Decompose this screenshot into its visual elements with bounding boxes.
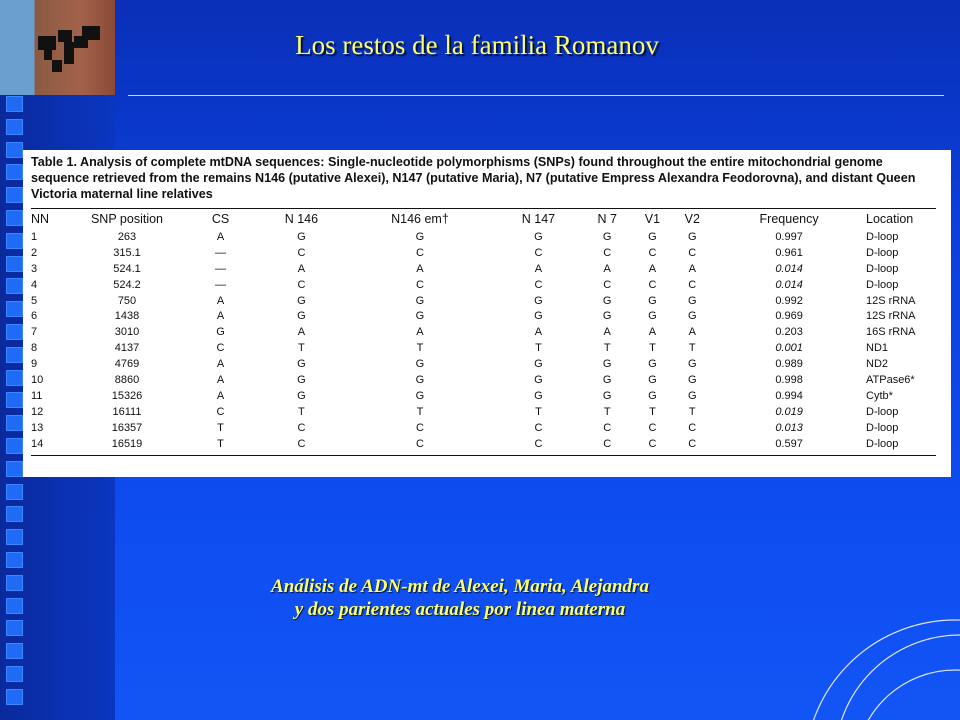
slide-subtitle <box>200 575 720 621</box>
table-cell: G <box>297 373 306 386</box>
table-cell: 16519 <box>111 437 143 450</box>
decorative-square <box>6 233 23 249</box>
table-cell: C <box>603 421 612 434</box>
table-cell: G <box>297 310 306 323</box>
column-header: NN <box>31 212 50 226</box>
table-cell: G <box>687 389 697 402</box>
table-cell: 16111 <box>112 405 142 418</box>
decorative-square <box>6 392 23 408</box>
table-cell: G <box>602 373 612 386</box>
table-cell: D-loop <box>866 437 899 450</box>
table-cell: G <box>297 294 306 307</box>
table-cell: A <box>216 294 225 307</box>
decorative-square <box>6 187 23 203</box>
decorative-square <box>6 438 23 454</box>
table-cell: C <box>297 246 306 259</box>
table-cell: C <box>297 278 306 291</box>
table-cell: 524.2 <box>113 278 141 291</box>
table-cell: A <box>216 373 225 386</box>
decorative-square <box>6 643 23 659</box>
table-cell: T <box>649 405 656 418</box>
table-cell: A <box>603 262 611 275</box>
table-cell: 6 <box>31 310 38 323</box>
table-cell: C <box>534 246 543 259</box>
table-cell: G <box>602 389 612 402</box>
table-cell: 315.1 <box>113 246 141 259</box>
subtitle-line-1: Análisis de ADN-mt de Alexei, Maria, Alejandra <box>271 576 649 597</box>
table-cell: 0.994 <box>775 389 803 402</box>
table-cell: 0.998 <box>775 373 803 386</box>
table-cell: 0.989 <box>775 358 803 371</box>
table-cell: G <box>216 326 225 339</box>
table-cell: C <box>415 421 424 434</box>
table-cell: G <box>648 310 657 323</box>
table-cell: G <box>648 373 657 386</box>
table-cell: C <box>297 421 306 434</box>
table-cell: C <box>648 421 657 434</box>
decorative-square <box>6 415 23 431</box>
table-cell: 524.1 <box>113 262 141 275</box>
table-cell: 750 <box>117 294 137 307</box>
decorative-square <box>6 552 23 568</box>
table-cell: C <box>216 342 225 355</box>
table-cell: A <box>216 389 225 402</box>
table-cell: 13 <box>31 421 44 434</box>
column-header: CS <box>211 212 230 226</box>
table-cell: G <box>534 373 543 386</box>
table-cell: — <box>215 246 226 259</box>
table-header-row <box>31 209 936 229</box>
table-cell: C <box>534 278 543 291</box>
decorative-square <box>6 278 23 294</box>
table-row <box>31 324 936 340</box>
slide-title: Los restos de la familia Romanov <box>295 30 659 60</box>
table-cell: 3 <box>31 262 38 275</box>
table-cell: 0.013 <box>775 421 803 434</box>
table-cell: G <box>534 389 543 402</box>
decorative-square <box>6 96 23 112</box>
table-cell: G <box>415 373 425 386</box>
table-cell: G <box>297 389 306 402</box>
decorative-square <box>6 484 23 500</box>
decorative-arcs-icon <box>780 610 960 720</box>
table-cell: C <box>415 278 424 291</box>
table-cell: C <box>603 278 612 291</box>
decorative-square <box>6 529 23 545</box>
table-cell: ATPase6* <box>866 373 915 386</box>
table-cell: A <box>648 262 657 275</box>
table-cell: T <box>416 405 424 418</box>
title-divider <box>128 95 944 96</box>
table-row <box>31 436 936 452</box>
table-cell: C <box>688 421 697 434</box>
table-row <box>31 245 936 261</box>
table-cell: C <box>415 246 424 259</box>
table-cell: ND2 <box>866 358 889 371</box>
table-cell: A <box>688 326 696 339</box>
table-cell: T <box>688 342 696 355</box>
table-row <box>31 340 936 356</box>
table-cell: T <box>298 405 305 418</box>
table-cell: D-loop <box>866 246 899 259</box>
table-cell: 1 <box>31 230 38 243</box>
table-cell: Cytb* <box>866 389 893 402</box>
table-cell: G <box>602 358 612 371</box>
table-cell: G <box>602 294 612 307</box>
table-cell: 14 <box>31 437 44 450</box>
subtitle-line-2: y dos parientes actuales por linea materna <box>294 599 626 620</box>
table-row <box>31 308 936 324</box>
table-cell: C <box>688 246 697 259</box>
table-cell: C <box>603 246 612 259</box>
table-row <box>31 420 936 436</box>
table-cell: 15326 <box>111 389 143 402</box>
table-cell: C <box>688 437 697 450</box>
table-cell: 9 <box>31 358 38 371</box>
table-cell: 0.203 <box>775 326 803 339</box>
table-cell: T <box>688 405 696 418</box>
table-cell: G <box>297 358 306 371</box>
table-cell: 12 <box>31 405 44 418</box>
table-cell: 263 <box>117 230 137 243</box>
table-cell: 2 <box>31 246 38 259</box>
decorative-square <box>6 324 23 340</box>
decorative-square <box>6 119 23 135</box>
table-cell: G <box>534 310 543 323</box>
table-cell: 16357 <box>111 421 143 434</box>
table-cell: 10 <box>31 373 44 386</box>
table-cell: G <box>687 373 697 386</box>
table-bottom-rule <box>31 455 936 456</box>
decorative-square <box>6 142 23 158</box>
table-row <box>31 404 936 420</box>
table-cell: 5 <box>31 294 38 307</box>
decorative-square <box>6 620 23 636</box>
decorative-square <box>6 347 23 363</box>
table-cell: — <box>215 278 226 291</box>
table-cell: T <box>535 342 542 355</box>
table-cell: 0.001 <box>775 342 803 355</box>
decorative-square <box>6 301 23 317</box>
table-cell: G <box>687 230 697 243</box>
table-cell: A <box>688 262 696 275</box>
table-cell: 7 <box>31 326 38 339</box>
table-cell: 1438 <box>114 310 140 323</box>
table-cell: D-loop <box>866 262 899 275</box>
table-cell: C <box>648 246 657 259</box>
table-cell: C <box>688 278 697 291</box>
table-cell: 0.997 <box>775 230 803 243</box>
table-row <box>31 229 936 245</box>
table-cell: G <box>687 310 697 323</box>
table-cell: G <box>602 230 612 243</box>
table-image <box>23 150 951 477</box>
table-cell: 11 <box>31 389 43 402</box>
table-cell: G <box>648 358 657 371</box>
table-row <box>31 293 936 309</box>
table-cell: A <box>216 310 225 323</box>
table-cell: G <box>648 230 657 243</box>
table-cell: 3010 <box>114 326 140 339</box>
table-row <box>31 388 936 404</box>
table-cell: T <box>298 342 305 355</box>
table-cell: 0.019 <box>775 405 803 418</box>
decorative-square <box>6 210 23 226</box>
table-cell: C <box>415 437 424 450</box>
column-header: N146 em† <box>391 212 449 226</box>
decorative-square <box>6 689 23 705</box>
decorative-square <box>6 666 23 682</box>
column-header: V1 <box>644 212 661 226</box>
table-cell: G <box>297 230 306 243</box>
table-cell: D-loop <box>866 405 899 418</box>
table-cell: A <box>297 326 306 339</box>
table-cell: G <box>534 358 543 371</box>
table-cell: C <box>648 437 657 450</box>
column-header: N 147 <box>521 212 556 226</box>
table-cell: A <box>534 326 543 339</box>
table-cell: C <box>603 437 612 450</box>
table-cell: 0.961 <box>775 246 803 259</box>
decorative-square <box>6 370 23 386</box>
table-cell: 12S rRNA <box>866 294 916 307</box>
table-cell: T <box>217 437 224 450</box>
table-cell: T <box>416 342 424 355</box>
table-row <box>31 356 936 372</box>
table-cell: T <box>603 405 611 418</box>
logo-icon <box>0 0 115 95</box>
table-cell: 0.014 <box>775 262 803 275</box>
table-cell: — <box>215 262 226 275</box>
table-row <box>31 277 936 293</box>
table-cell: D-loop <box>866 421 899 434</box>
table-cell: D-loop <box>866 230 899 243</box>
table-cell: 4769 <box>114 358 140 371</box>
column-header: N 7 <box>597 212 617 226</box>
table-cell: 0.992 <box>775 294 803 307</box>
table-cell: A <box>603 326 611 339</box>
table-cell: C <box>216 405 225 418</box>
column-header: Frequency <box>759 212 819 226</box>
table-cell: G <box>534 230 543 243</box>
table-cell: A <box>416 262 424 275</box>
table-cell: 0.969 <box>775 310 803 323</box>
column-header: V2 <box>684 212 700 226</box>
decorative-square <box>6 256 23 272</box>
decorative-square <box>6 506 23 522</box>
table-cell: A <box>216 230 225 243</box>
table-cell: 4137 <box>114 342 140 355</box>
table-row <box>31 261 936 277</box>
snp-table <box>31 209 936 451</box>
table-cell: 8 <box>31 342 38 355</box>
table-cell: G <box>648 389 657 402</box>
decorative-square <box>6 598 23 614</box>
table-cell: G <box>534 294 543 307</box>
table-cell: D-loop <box>866 278 899 291</box>
decorative-square <box>6 164 23 180</box>
table-cell: C <box>648 278 657 291</box>
table-cell: C <box>534 437 543 450</box>
table-cell: 16S rRNA <box>866 326 916 339</box>
table-cell: G <box>415 230 425 243</box>
table-cell: ND1 <box>866 342 889 355</box>
table-cell: T <box>217 421 224 434</box>
table-cell: G <box>687 358 697 371</box>
table-cell: G <box>415 358 425 371</box>
table-cell: A <box>416 326 424 339</box>
decorative-square <box>6 461 23 477</box>
table-cell: 0.597 <box>775 437 803 450</box>
table-cell: C <box>534 421 543 434</box>
table-cell: G <box>415 389 425 402</box>
table-cell: 4 <box>31 278 38 291</box>
table-cell: T <box>603 342 611 355</box>
table-cell: T <box>535 405 542 418</box>
table-cell: G <box>415 310 425 323</box>
table-cell: G <box>415 294 425 307</box>
table-cell: A <box>216 358 225 371</box>
table-cell: 8860 <box>114 373 140 386</box>
table-cell: C <box>297 437 306 450</box>
table-caption: Table 1. Analysis of complete mtDNA sequences: Single-nucleotide polymorphisms (SNPs) found throughout the entire mitochondrial genome sequence retrieved from the remains N146 (putative Alexei), N147 (putative Maria), N7 (putative Empress Alexandra Feodorovna), and distant Queen Victoria maternal line relatives <box>31 155 916 201</box>
table-cell: A <box>534 262 543 275</box>
table-cell: 0.014 <box>775 278 803 291</box>
column-header: SNP position <box>90 212 164 226</box>
table-cell: G <box>602 310 612 323</box>
table-cell: G <box>687 294 697 307</box>
decorative-square <box>6 575 23 591</box>
column-header: Location <box>866 212 914 226</box>
table-cell: T <box>649 342 656 355</box>
table-cell: G <box>648 294 657 307</box>
table-cell: 12S rRNA <box>866 310 916 323</box>
column-header: N 146 <box>284 212 319 226</box>
table-row <box>31 372 936 388</box>
table-cell: A <box>297 262 306 275</box>
table-cell: A <box>648 326 657 339</box>
